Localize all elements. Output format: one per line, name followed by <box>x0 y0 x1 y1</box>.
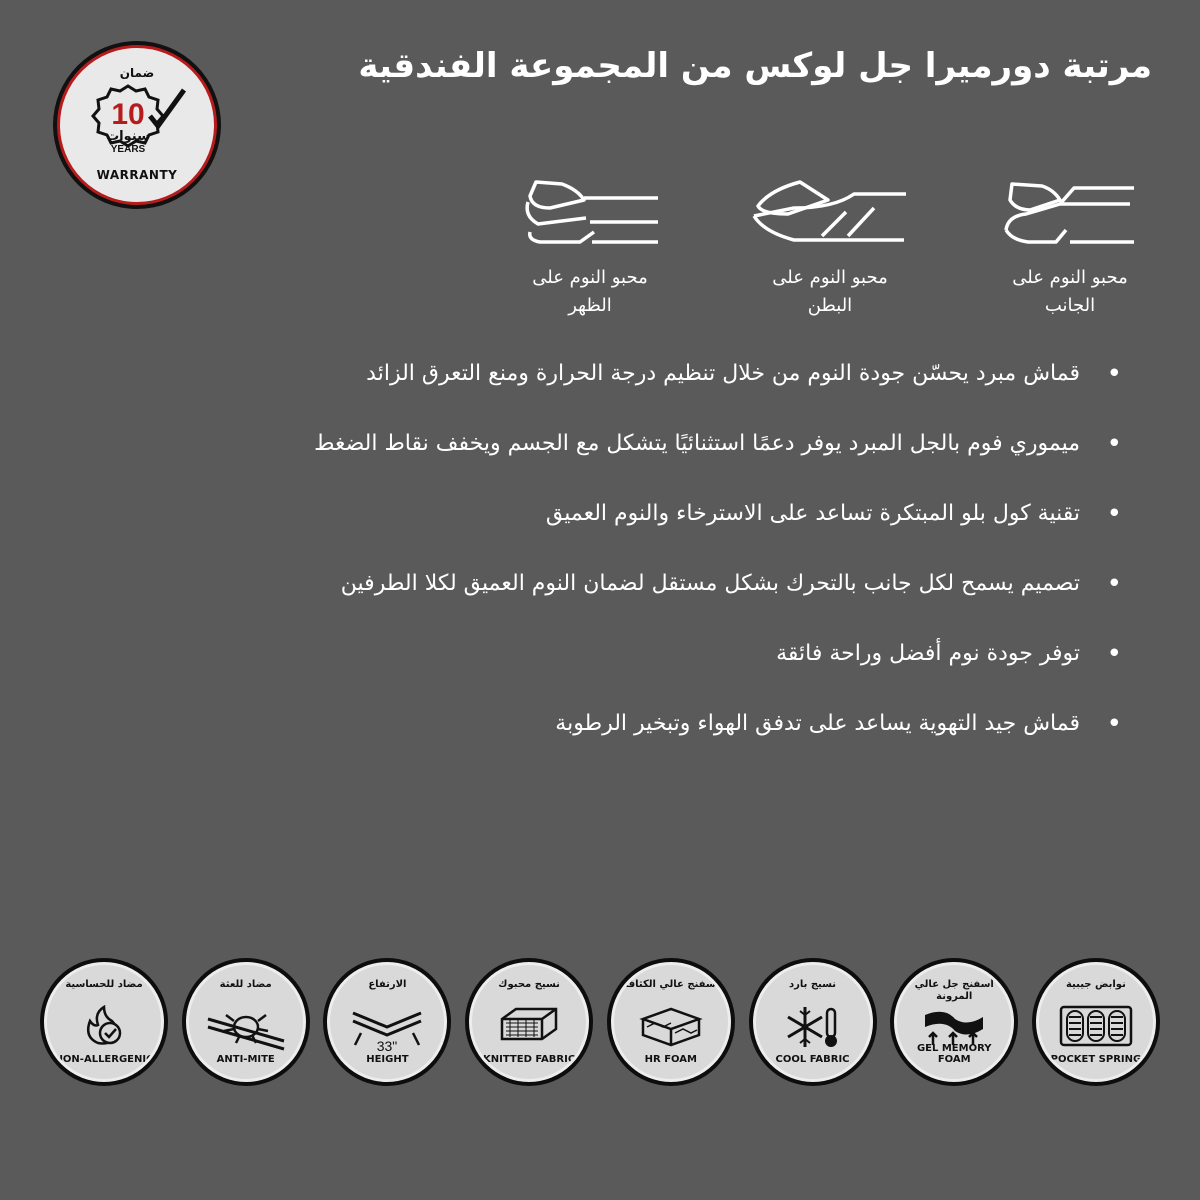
badge-gel-memory-foam <box>890 958 1018 1086</box>
product-title: مرتبة دورميرا جل لوكس من المجموعة الفندقية <box>358 46 1152 86</box>
height-value: 33" <box>377 1038 398 1053</box>
badge-arabic-label: أسفنج جل عالي المرونة <box>914 979 994 1002</box>
warranty-seal-icon <box>88 82 198 168</box>
badge-arabic-label: نوابض جيبية <box>1065 979 1126 990</box>
badge-english-label: GEL MEMORY FOAM <box>916 1043 992 1065</box>
badge-arabic-label: مضاد للحساسية <box>65 979 143 990</box>
sleep-position-back <box>505 178 675 328</box>
badge-english-label: KNITTED FABRIC <box>483 1054 576 1065</box>
badge-english-label: HR FOAM <box>644 1054 697 1065</box>
badge-english-label: HEIGHT <box>366 1054 409 1065</box>
gel-memory-foam-icon <box>919 1005 989 1047</box>
feature-item: • قماش جيد التهوية يساعد على تدفق الهواء وتبخير الرطوبة <box>222 702 1122 746</box>
hr-foam-icon <box>639 1005 703 1047</box>
feature-item: • تقنية كول بلو المبتكرة تساعد على الاسترخاء والنوم العميق <box>222 492 1122 536</box>
feature-item: • تصميم يسمح لكل جانب بالتحرك بشكل مستقل لضمان النوم العميق لكلا الطرفين <box>222 562 1122 606</box>
pocket-spring-icon <box>1059 1005 1133 1047</box>
feature-item: • قماش مبرد يحسّن جودة النوم من خلال تنظيم درجة الحرارة ومنع التعرق الزائد <box>222 352 1122 396</box>
side-sleeper-icon <box>1000 178 1140 250</box>
warranty-years-english: YEARS <box>110 144 146 155</box>
badge-arabic-label: الارتفاع <box>368 979 407 990</box>
badge-english-label: ANTI-MITE <box>216 1054 275 1065</box>
badge-pocket-spring <box>1032 958 1160 1086</box>
warranty-arabic-label: ضمان <box>119 66 155 80</box>
sleep-position-side-label: محبو النوم على الجانب <box>1012 267 1128 316</box>
feature-item: • توفر جودة نوم أفضل وراحة فائقة <box>222 632 1122 676</box>
badge-non-allergenic <box>40 958 168 1086</box>
cool-fabric-icon <box>785 1005 841 1049</box>
badge-arabic-label: نسيج بارد <box>788 979 837 990</box>
badge-english-label: COOL FABRIC <box>775 1054 850 1065</box>
badge-english-label: NON-ALLERGENIC <box>54 1054 154 1065</box>
stomach-sleeper-icon <box>750 178 910 250</box>
warranty-badge-face <box>57 45 217 205</box>
warranty-years-arabic: سنوات <box>106 129 150 144</box>
non-allergenic-icon <box>80 1005 128 1047</box>
height-icon <box>347 1005 427 1053</box>
sleep-position-stomach <box>745 178 915 328</box>
sleep-position-side <box>985 178 1155 328</box>
badge-arabic-label: نسيج محبوك <box>498 979 560 990</box>
badge-knitted-fabric <box>465 958 593 1086</box>
feature-item: • ميموري فوم بالجل المبرد يوفر دعمًا استثنائيًا يتشكل مع الجسم ويخفف نقاط الضغط <box>222 422 1122 466</box>
anti-mite-icon <box>206 1005 286 1051</box>
badge-anti-mite <box>182 958 310 1086</box>
back-sleeper-icon <box>520 178 660 250</box>
feature-list <box>222 352 1122 772</box>
badge-height <box>323 958 451 1086</box>
badge-arabic-label: أسفنج عالي الكثافة <box>622 979 720 990</box>
feature-badges <box>40 958 1160 1086</box>
sleep-position-back-label: محبو النوم على الظهر <box>532 267 648 316</box>
badge-arabic-label: مضاد للعثة <box>219 979 272 990</box>
warranty-number: 10 <box>111 98 145 131</box>
sleep-position-stomach-label: محبو النوم على البطن <box>772 267 888 316</box>
warranty-english-label: WARRANTY <box>96 168 178 182</box>
badge-hr-foam <box>607 958 735 1086</box>
knitted-fabric-icon <box>498 1005 560 1043</box>
badge-english-label: POCKET SPRING <box>1050 1054 1142 1065</box>
warranty-badge <box>53 41 221 209</box>
badge-cool-fabric <box>749 958 877 1086</box>
sleep-positions <box>505 178 1155 328</box>
